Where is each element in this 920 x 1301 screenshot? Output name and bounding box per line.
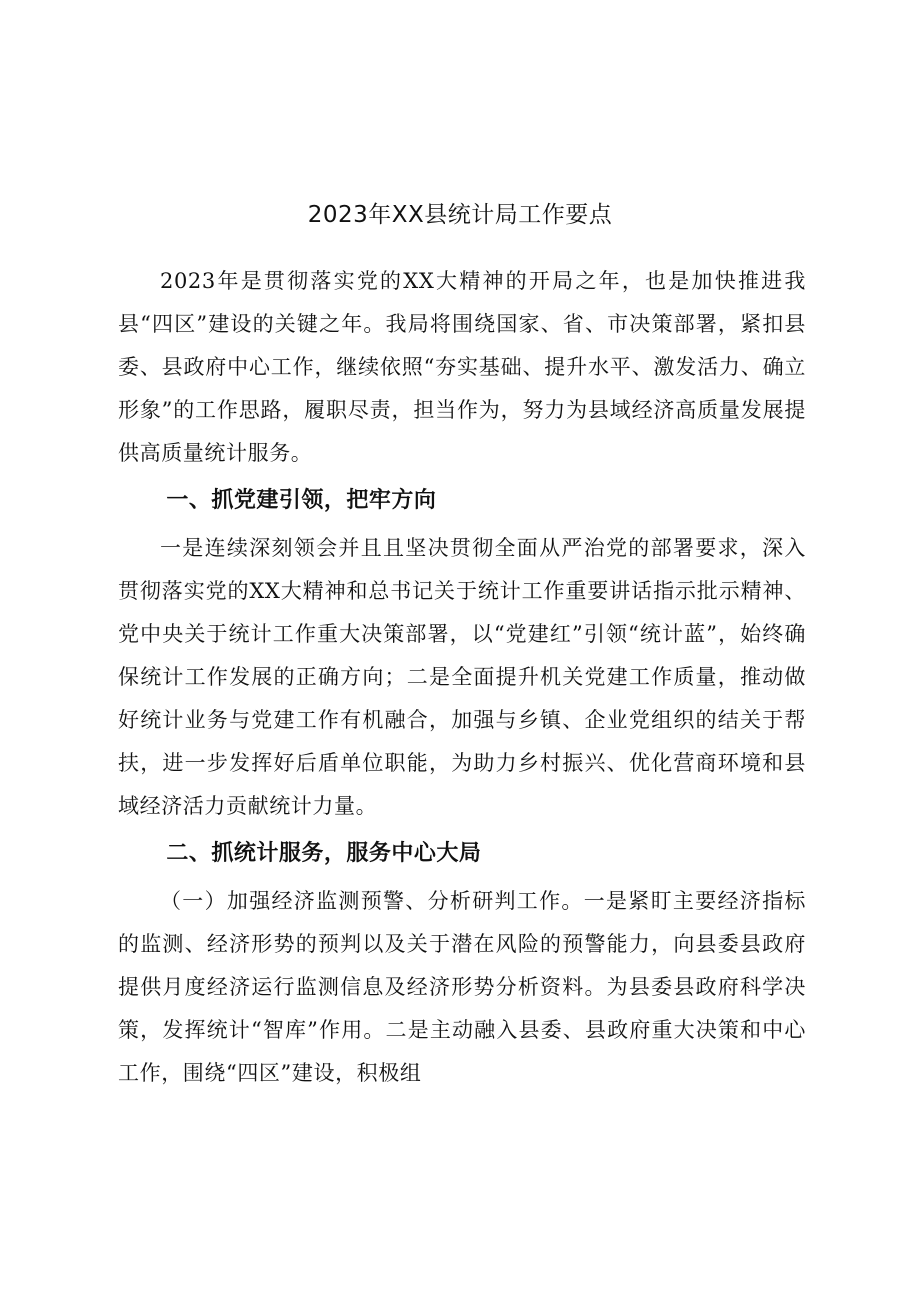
document-body xyxy=(118,260,806,1095)
section-paragraph-statistics-service: （一）加强经济监测预警、分析研判工作。一是紧盯主要经济指标的监测、经济形势的预判以及关于潜在风险的预警能力，向县委县政府提供月度经济运行监测信息及经济形势分析资料。为县委县政府科学决策，发挥统计“智库”作用。二是主动融入县委、县政府重大决策和中心工作，围绕“四区”建设，积极组 xyxy=(118,889,806,1085)
section-heading-statistics-service: 二、抓统计服务，服务中心大局 xyxy=(166,841,482,866)
intro-paragraph: 2023年是贯彻落实党的XX大精神的开局之年，也是加快推进我县“四区”建设的关键之年。我局将围绕国家、省、市决策部署，紧扣县委、县政府中心工作，继续依照“夯实基础、提升水平、激发活力、确立形象”的工作思路，履职尽责，担当作为，努力为县域经济高质量发展提供高质量统计服务。 xyxy=(118,269,806,465)
section-paragraph-party-building: 一是连续深刻领会并且且坚决贯彻全面从严治党的部署要求，深入贯彻落实党的XX大精神和总书记关于统计工作重要讲话指示批示精神、党中央关于统计工作重大决策部署，以“党建红”引领“统计蓝”，始终确保统计工作发展的正确方向；二是全面提升机关党建工作质量，推动做好统计业务与党建工作有机融合，加强与乡镇、企业党组织的结关于帮扶，进一步发挥好后盾单位职能，为助力乡村振兴、优化营商环境和县域经济活力贡献统计力量。 xyxy=(118,536,806,818)
document-title: 2023年XX县统计局工作要点 xyxy=(307,202,613,228)
section-heading-party-building: 一、抓党建引领，把牢方向 xyxy=(166,488,437,513)
